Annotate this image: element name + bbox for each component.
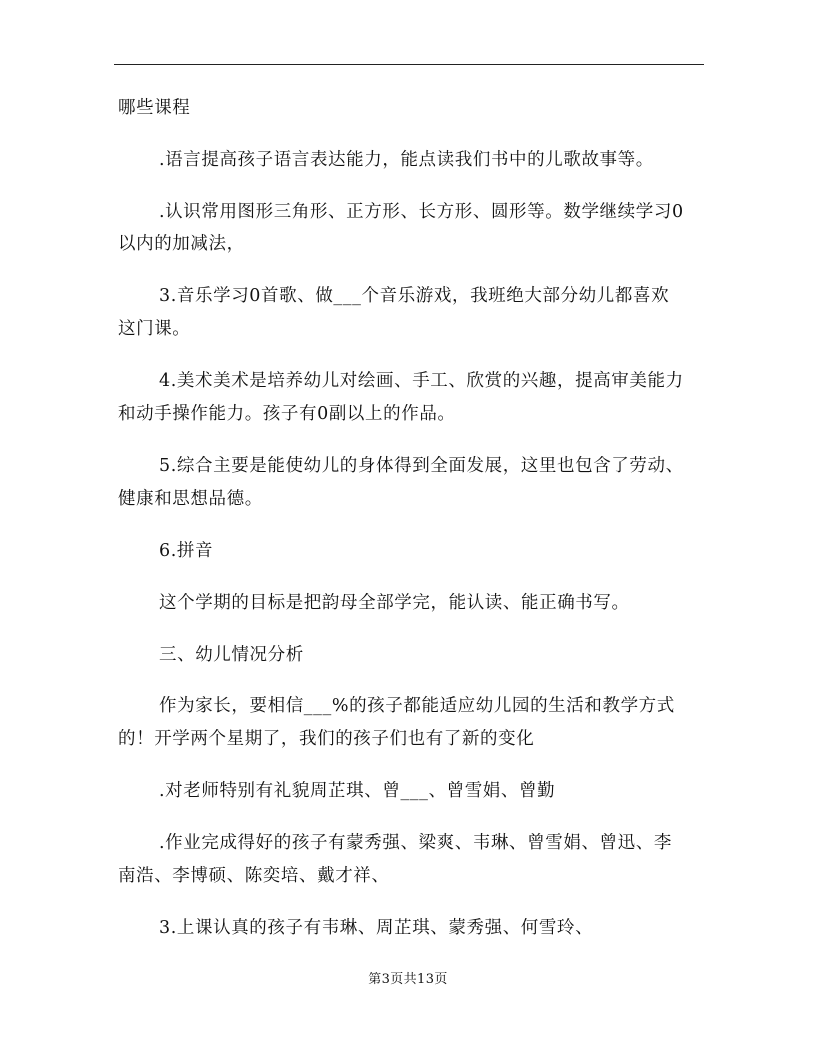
paragraph-music-line1: 3.音乐学习0首歌、做___个音乐游戏，我班绝大部分幼儿都喜欢	[159, 286, 670, 306]
paragraph-parents-line1: 作为家长，要相信___%的孩子都能适应幼儿园的生活和教学方式	[159, 696, 675, 716]
section-title-courses: 哪些课程	[118, 98, 191, 118]
paragraph-homework-line2: 南浩、李博硕、陈奕培、戴才祥、	[118, 866, 390, 886]
page-indicator: 第3页共13页	[368, 972, 448, 987]
paragraph-polite: .对老师特别有礼貌周芷琪、曾___、曾雪娟、曾勤	[159, 781, 556, 801]
paragraph-music-line2: 这门课。	[118, 319, 191, 339]
paragraph-pinyin: 6.拼音	[159, 541, 214, 561]
paragraph-attentive: 3.上课认真的孩子有韦琳、周芷琪、蒙秀强、何雪玲、	[159, 918, 594, 938]
paragraph-general-line1: 5.综合主要是能使幼儿的身体得到全面发展，这里也包含了劳动、	[159, 456, 684, 476]
paragraph-general-line2: 健康和思想品德。	[118, 489, 263, 509]
paragraph-art-line1: 4.美术美术是培养幼儿对绘画、手工、欣赏的兴趣，提高审美能力	[159, 371, 684, 391]
paragraph-homework-line1: .作业完成得好的孩子有蒙秀强、梁爽、韦琳、曾雪娟、曾迅、李	[159, 833, 672, 853]
paragraph-parents-line2: 的！开学两个星期了，我们的孩子们也有了新的变化	[118, 729, 535, 749]
paragraph-language: .语言提高孩子语言表达能力，能点读我们书中的儿歌故事等。	[159, 150, 654, 170]
paragraph-math-line1: .认识常用图形三角形、正方形、长方形、圆形等。数学继续学习0	[159, 202, 684, 222]
section-heading-analysis: 三、幼儿情况分析	[159, 645, 304, 665]
paragraph-math-line2: 以内的加减法，	[118, 234, 245, 254]
paragraph-goal: 这个学期的目标是把韵母全部学完，能认读、能正确书写。	[159, 593, 630, 613]
paragraph-art-line2: 和动手操作能力。孩子有0副以上的作品。	[118, 404, 456, 424]
